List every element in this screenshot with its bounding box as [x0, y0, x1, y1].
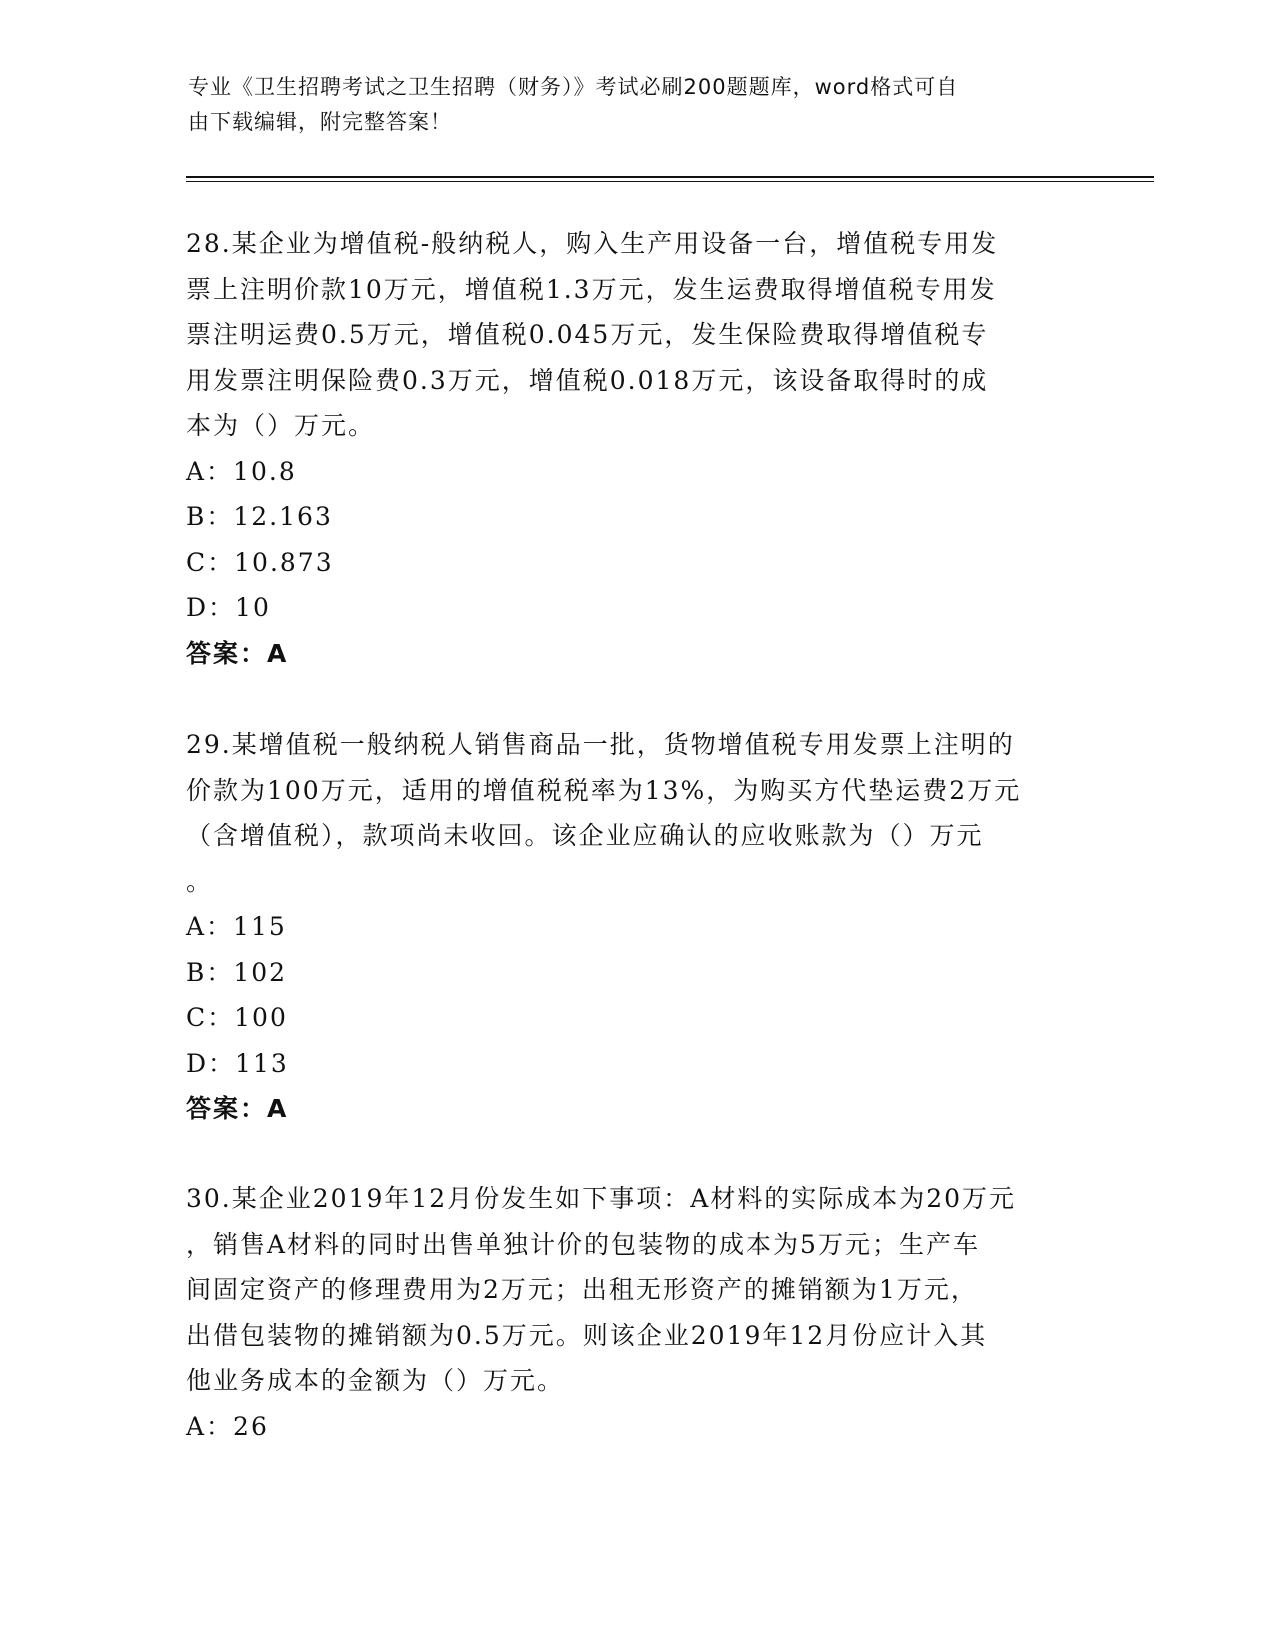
question-text-line: （含增值税），款项尚未收回。该企业应确认的应收账款为（）万元	[186, 821, 984, 850]
option-d: D：10	[186, 593, 271, 622]
question-text-line: ，销售A材料的同时出售单独计价的包装物的成本为5万元；生产车	[186, 1229, 980, 1259]
question-text-line: 本为（）万元。	[186, 411, 376, 440]
option-a: A：115	[186, 912, 287, 941]
question-30	[186, 1176, 1086, 1449]
document-header	[188, 70, 1068, 140]
header-line-1: 专业《卫生招聘考试之卫生招聘（财务）》考试必刷200题题库，word格式可自	[188, 75, 959, 99]
header-line-2: 由下载编辑，附完整答案！	[188, 110, 452, 134]
option-c: C：10.873	[186, 547, 334, 577]
option-b: B：12.163	[186, 502, 333, 531]
question-text-line: 29.某增值税一般纳税人销售商品一批，货物增值税专用发票上注明的	[186, 730, 1015, 759]
option-d: D：113	[186, 1048, 289, 1078]
question-text-line: 票注明运费0.5万元，增值税0.045万元，发生保险费取得增值税专	[186, 320, 989, 349]
question-text-line: 价款为100万元，适用的增值税税率为13%，为购买方代垫运费2万元	[186, 775, 1022, 805]
option-c: C：100	[186, 1003, 288, 1032]
question-text-line: 用发票注明保险费0.3万元，增值税0.018万元，该设备取得时的成	[186, 365, 989, 395]
header-rule-thin	[186, 181, 1154, 182]
question-text-line: 。	[186, 866, 214, 896]
option-a: A：26	[186, 1411, 269, 1441]
question-29	[186, 722, 1086, 1132]
question-text-line: 票上注明价款10万元，增值税1.3万元，发生运费取得增值税专用发	[186, 274, 997, 304]
answer: 答案：A	[186, 638, 289, 668]
option-b: B：102	[186, 957, 288, 987]
question-28	[186, 221, 1086, 676]
question-text-line: 28.某企业为增值税-般纳税人，购入生产用设备一台，增值税专用发	[186, 229, 999, 258]
question-text-line: 30.某企业2019年12月份发生如下事项：A材料的实际成本为20万元	[186, 1184, 1017, 1213]
question-text-line: 他业务成本的金额为（）万元。	[186, 1366, 565, 1395]
answer: 答案：A	[186, 1094, 289, 1123]
header-rule-thick	[186, 176, 1154, 178]
question-text-line: 间固定资产的修理费用为2万元；出租无形资产的摊销额为1万元，	[186, 1275, 978, 1304]
option-a: A：10.8	[186, 456, 297, 486]
question-text-line: 出借包装物的摊销额为0.5万元。则该企业2019年12月份应计入其	[186, 1320, 988, 1350]
